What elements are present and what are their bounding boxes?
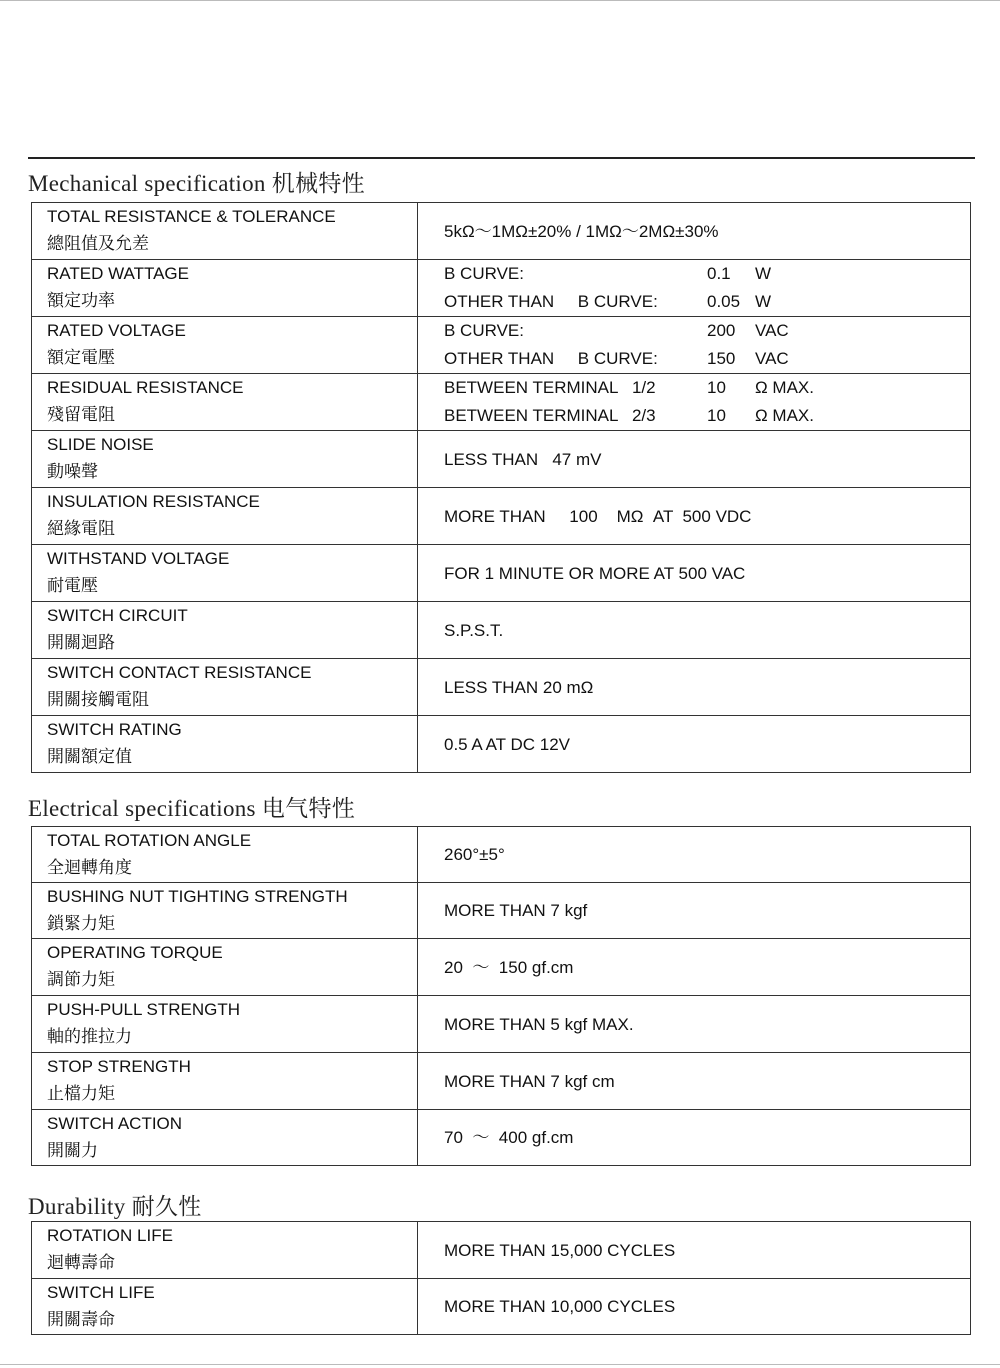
spec-label-en: SWITCH ACTION xyxy=(47,1113,183,1133)
spec-label-cell xyxy=(32,317,418,374)
spec-value-cell xyxy=(418,1053,971,1110)
spec-label-en: SWITCH CIRCUIT xyxy=(47,606,188,625)
spec-value-cell xyxy=(418,996,971,1053)
spec-row xyxy=(32,1110,971,1166)
spec-value-cell xyxy=(418,716,971,773)
spec-label-cell xyxy=(32,431,418,488)
spec-value: MORE THAN 7 kgf cm xyxy=(444,1071,615,1091)
spec-label-en: STOP STRENGTH xyxy=(47,1057,191,1076)
spec-row xyxy=(32,1279,971,1335)
spec-label-cell xyxy=(32,939,418,996)
spec-row xyxy=(32,659,971,716)
spec-label-cell xyxy=(32,659,418,716)
spec-value-unit: Ω MAX. xyxy=(755,406,814,425)
spec-label-zh: 殘留電阻 xyxy=(47,405,115,425)
mechanical-spec-table xyxy=(31,202,971,773)
spec-value-unit: W xyxy=(755,292,772,311)
spec-label-zh: 止檔力矩 xyxy=(47,1084,115,1104)
spec-value-number: 150 xyxy=(707,349,736,368)
spec-label-zh: 開關接觸電阻 xyxy=(47,690,149,710)
spec-label-en: RESIDUAL RESISTANCE xyxy=(47,378,244,397)
spec-label-en: TOTAL RESISTANCE & TOLERANCE xyxy=(47,207,336,226)
spec-value-condition: BETWEEN TERMINAL 2/3 xyxy=(444,406,656,425)
spec-label-cell xyxy=(32,1222,418,1279)
spec-label-cell xyxy=(32,827,418,883)
spec-value-number: 0.1 xyxy=(707,264,731,283)
spec-value-condition: B CURVE: xyxy=(444,321,524,340)
spec-row xyxy=(32,883,971,939)
spec-value: MORE THAN 10,000 CYCLES xyxy=(444,1297,676,1316)
spec-label-cell xyxy=(32,260,418,317)
durability-spec-table xyxy=(31,1221,971,1335)
spec-label-cell xyxy=(32,374,418,431)
spec-row xyxy=(32,1053,971,1110)
page-border-top xyxy=(0,0,1000,1)
spec-row xyxy=(32,488,971,545)
spec-value-number: 200 xyxy=(707,321,736,340)
spec-value: 260°±5° xyxy=(444,845,505,864)
spec-value: 0.5 A AT DC 12V xyxy=(444,734,571,754)
spec-value: MORE THAN 7 kgf xyxy=(444,901,588,920)
spec-value-unit: VAC xyxy=(755,321,789,340)
spec-value: MORE THAN 15,000 CYCLES xyxy=(444,1240,676,1260)
spec-label-en: BUSHING NUT TIGHTING STRENGTH xyxy=(47,886,348,906)
spec-value-unit: VAC xyxy=(755,349,789,368)
spec-value-cell xyxy=(418,317,971,374)
spec-value-cell xyxy=(418,827,971,883)
spec-value: S.P.S.T. xyxy=(444,620,504,640)
spec-label-en: ROTATION LIFE xyxy=(47,1226,173,1245)
spec-label-zh: 迴轉壽命 xyxy=(47,1253,115,1273)
spec-label-en: SWITCH LIFE xyxy=(47,1282,155,1302)
electrical-spec-table xyxy=(31,826,971,1166)
spec-row xyxy=(32,1222,971,1279)
spec-value-cell xyxy=(418,545,971,602)
spec-row xyxy=(32,260,971,317)
spec-value: 70 ～ 400 gf.cm xyxy=(444,1128,574,1147)
spec-label-en: RATED WATTAGE xyxy=(47,264,189,283)
spec-value-cell xyxy=(418,203,971,260)
spec-row xyxy=(32,203,971,260)
spec-label-cell xyxy=(32,545,418,602)
spec-value-line xyxy=(444,260,970,288)
spec-label-en: TOTAL ROTATION ANGLE xyxy=(47,830,252,850)
spec-value-line xyxy=(444,345,970,373)
spec-value: LESS THAN 47 mV xyxy=(444,449,602,469)
spec-value-cell xyxy=(418,1222,971,1279)
spec-label-zh: 開關力 xyxy=(47,1140,98,1161)
spec-label-en: RATED VOLTAGE xyxy=(47,321,186,340)
spec-value-cell xyxy=(418,488,971,545)
spec-value: LESS THAN 20 mΩ xyxy=(444,677,594,697)
spec-row xyxy=(32,545,971,602)
spec-value-cell xyxy=(418,939,971,996)
spec-label-zh: 開關壽命 xyxy=(47,1309,115,1330)
spec-label-zh: 調節力矩 xyxy=(47,970,115,990)
spec-label-en: PUSH-PULL STRENGTH xyxy=(47,1000,241,1019)
spec-value-condition: B CURVE: xyxy=(444,264,524,283)
spec-value-line xyxy=(444,317,970,345)
spec-label-zh: 開關迴路 xyxy=(47,633,115,653)
spec-value: MORE THAN 5 kgf MAX. xyxy=(444,1014,634,1034)
spec-value-condition: OTHER THAN B CURVE: xyxy=(444,292,658,311)
spec-value-number: 0.05 xyxy=(707,292,741,311)
spec-value: 5kΩ～1MΩ±20% / 1MΩ～2MΩ±30% xyxy=(444,221,719,241)
spec-value-number: 10 xyxy=(707,378,726,397)
spec-value-line xyxy=(444,402,970,430)
spec-row xyxy=(32,996,971,1053)
spec-value: 20 ～ 150 gf.cm xyxy=(444,957,574,977)
spec-label-zh: 開關額定值 xyxy=(47,747,132,767)
spec-label-zh: 全迴轉角度 xyxy=(47,857,132,878)
spec-label-en: WITHSTAND VOLTAGE xyxy=(47,549,230,568)
spec-label-zh: 絕緣電阻 xyxy=(47,519,115,539)
spec-label-zh: 額定功率 xyxy=(47,291,115,311)
spec-value-cell xyxy=(418,431,971,488)
spec-label-cell xyxy=(32,1053,418,1110)
spec-label-en: SLIDE NOISE xyxy=(47,435,154,454)
spec-label-cell xyxy=(32,488,418,545)
spec-value-line xyxy=(444,374,970,402)
spec-label-en: OPERATING TORQUE xyxy=(47,943,223,962)
spec-value-line xyxy=(444,288,970,316)
spec-label-zh: 總阻值及允差 xyxy=(47,234,149,254)
durability-section-title: Durability 耐久性 xyxy=(28,1194,202,1219)
spec-label-cell xyxy=(32,883,418,939)
spec-row xyxy=(32,374,971,431)
spec-value-cell xyxy=(418,1110,971,1166)
spec-value-cell xyxy=(418,602,971,659)
spec-label-cell xyxy=(32,716,418,773)
spec-label-cell xyxy=(32,996,418,1053)
spec-row xyxy=(32,431,971,488)
spec-label-cell xyxy=(32,1279,418,1335)
spec-value: FOR 1 MINUTE OR MORE AT 500 VAC xyxy=(444,563,746,583)
spec-label-zh: 耐電壓 xyxy=(47,576,98,596)
top-rule xyxy=(28,157,975,159)
spec-value-cell xyxy=(418,260,971,317)
spec-row xyxy=(32,317,971,374)
mechanical-section-title: Mechanical specification 机械特性 xyxy=(28,171,365,196)
spec-row xyxy=(32,827,971,883)
spec-label-zh: 額定電壓 xyxy=(47,348,115,368)
spec-value-condition: OTHER THAN B CURVE: xyxy=(444,349,658,368)
electrical-section-title: Electrical specifications 电气特性 xyxy=(28,796,356,821)
spec-label-cell xyxy=(32,602,418,659)
spec-label-cell xyxy=(32,203,418,260)
spec-value-number: 10 xyxy=(707,406,726,425)
spec-value-cell xyxy=(418,1279,971,1335)
spec-value-cell xyxy=(418,883,971,939)
spec-label-en: INSULATION RESISTANCE xyxy=(47,492,260,511)
page-border-bottom xyxy=(0,1364,1000,1365)
spec-label-cell xyxy=(32,1110,418,1166)
spec-value: MORE THAN 100 MΩ AT 500 VDC xyxy=(444,506,752,526)
spec-value-unit: W xyxy=(755,264,772,283)
spec-row xyxy=(32,939,971,996)
spec-label-zh: 軸的推拉力 xyxy=(47,1027,132,1047)
spec-row xyxy=(32,716,971,773)
spec-value-cell xyxy=(418,659,971,716)
spec-value-unit: Ω MAX. xyxy=(755,378,814,397)
spec-label-zh: 動噪聲 xyxy=(47,462,98,482)
spec-row xyxy=(32,602,971,659)
spec-value-condition: BETWEEN TERMINAL 1/2 xyxy=(444,378,656,397)
spec-label-en: SWITCH CONTACT RESISTANCE xyxy=(47,663,312,682)
spec-label-zh: 鎖緊力矩 xyxy=(47,913,115,934)
spec-label-en: SWITCH RATING xyxy=(47,720,182,739)
spec-value-cell xyxy=(418,374,971,431)
